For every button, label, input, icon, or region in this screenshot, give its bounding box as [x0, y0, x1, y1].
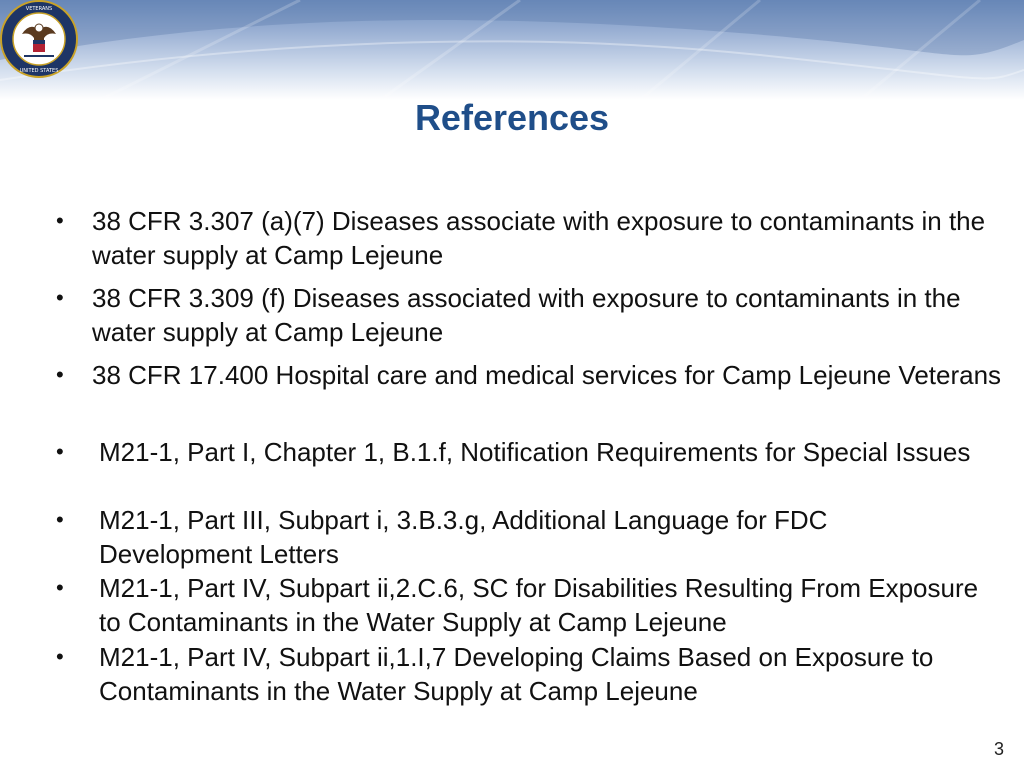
reference-item	[56, 571, 979, 639]
bullet-icon: •	[56, 285, 64, 310]
bullet-icon: •	[56, 575, 64, 600]
bullet-icon: •	[56, 439, 64, 464]
bullet-icon: •	[56, 208, 64, 233]
reference-text: M21-1, Part I, Chapter 1, B.1.f, Notification Requirements for Special Issues	[99, 437, 971, 467]
reference-text: M21-1, Part IV, Subpart ii,2.C.6, SC for Disabilities Resulting From Exposure to Contaminants in the Water Supply at Camp Lejeune	[99, 573, 979, 637]
reference-item	[56, 204, 1002, 272]
reference-item	[56, 281, 1002, 349]
svg-text:UNITED STATES: UNITED STATES	[19, 68, 59, 74]
va-seal-logo	[0, 0, 78, 78]
page-number: 3	[993, 739, 1004, 759]
bullet-icon: •	[56, 644, 64, 669]
reference-item	[56, 358, 1002, 392]
reference-text: 38 CFR 17.400 Hospital care and medical services for Camp Lejeune Veterans	[92, 360, 1002, 390]
reference-item	[56, 503, 979, 571]
reference-text: M21-1, Part IV, Subpart ii,1.I,7 Developing Claims Based on Exposure to Contaminants in the Water Supply at Camp Lejeune	[99, 642, 934, 706]
header-banner	[0, 0, 1024, 100]
reference-item	[56, 435, 979, 469]
bullet-icon: •	[56, 362, 64, 387]
reference-text: 38 CFR 3.307 (a)(7) Diseases associate with exposure to contaminants in the water supply at Camp Lejeune	[92, 206, 986, 270]
reference-text: 38 CFR 3.309 (f) Diseases associated with exposure to contaminants in the water supply at Camp Lejeune	[92, 283, 961, 347]
reference-text: M21-1, Part III, Subpart i, 3.B.3.g, Additional Language for FDC Development Letters	[99, 505, 828, 569]
bullet-icon: •	[56, 507, 64, 532]
svg-text:VETERANS: VETERANS	[25, 6, 53, 12]
slide-title: References	[414, 97, 610, 138]
reference-item	[56, 640, 994, 708]
header-decoration	[0, 0, 1024, 100]
